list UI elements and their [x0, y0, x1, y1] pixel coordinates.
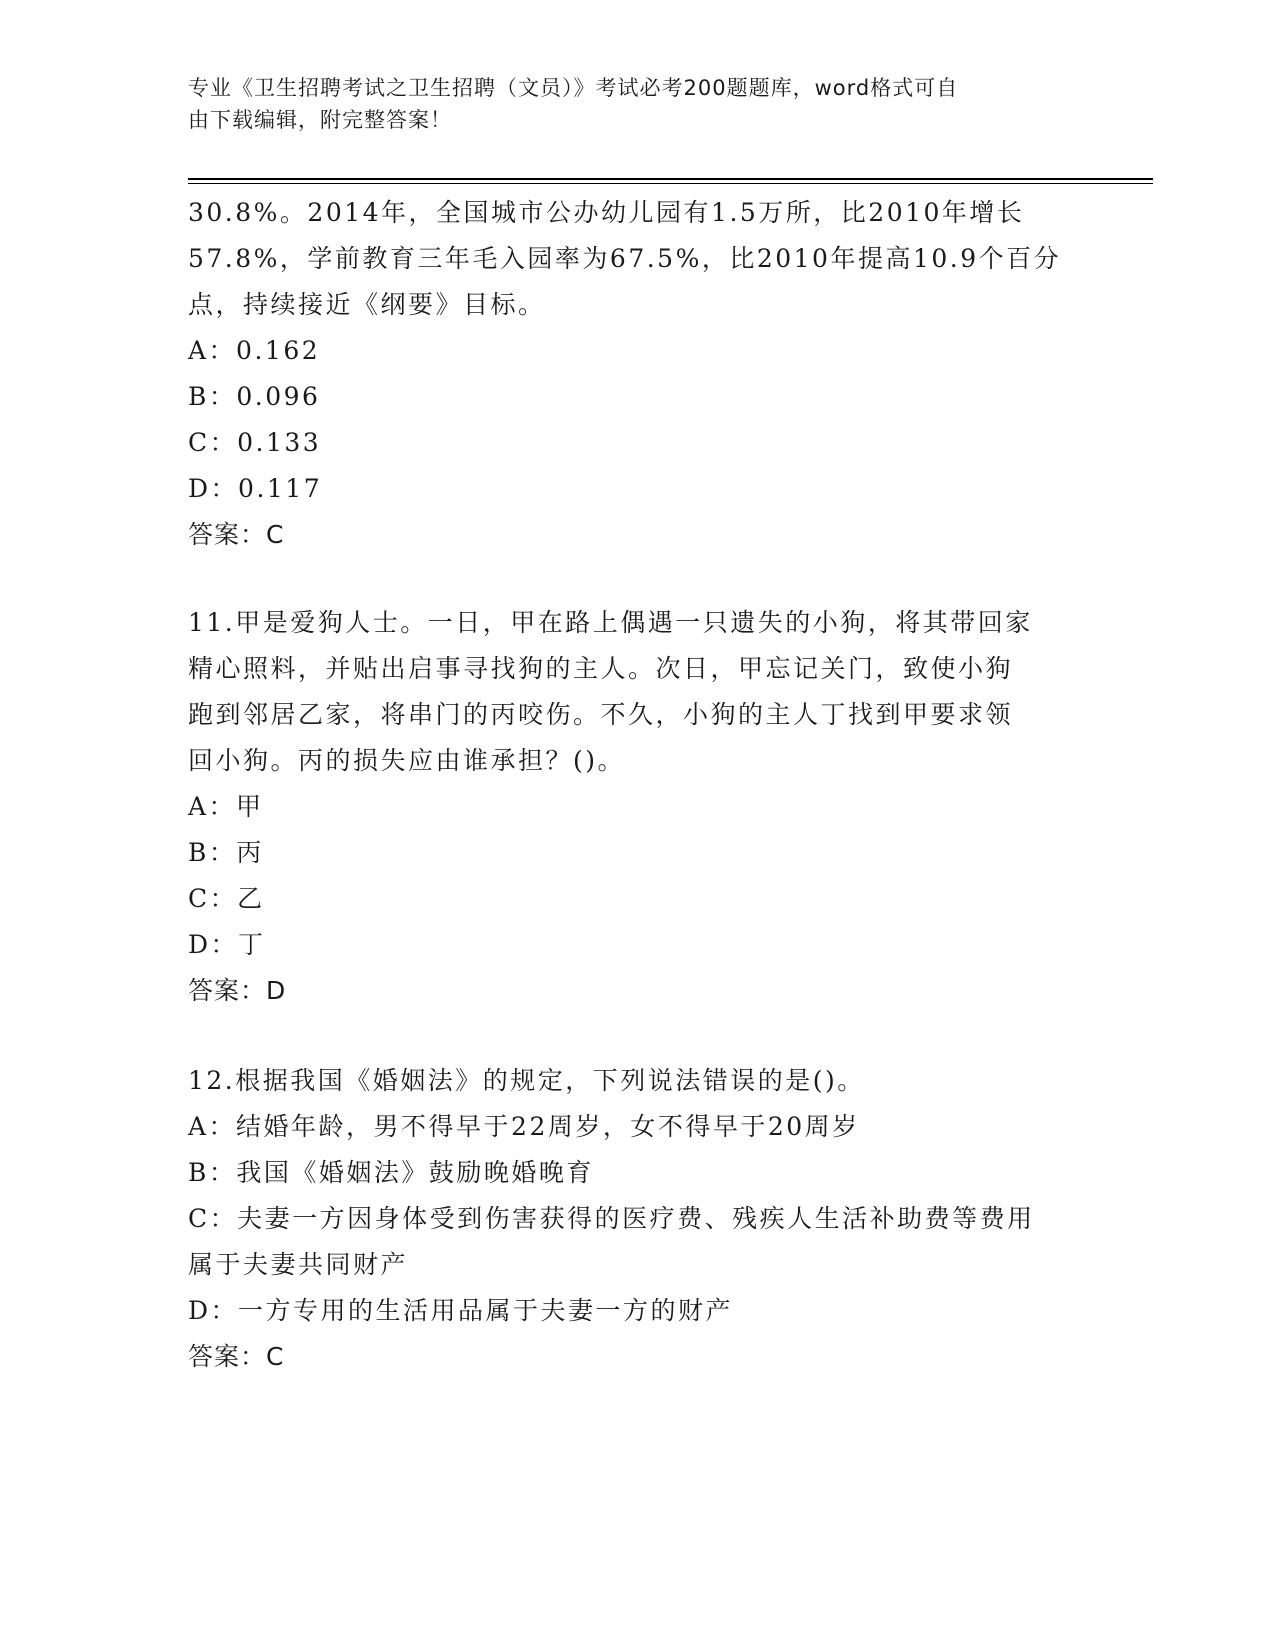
option-b: B：0.096 [188, 382, 321, 411]
header-line-2: 由下载编辑，附完整答案！ [188, 108, 452, 132]
option-a: A：甲 [188, 792, 264, 821]
option-a: A：0.162 [188, 336, 321, 365]
question-stem-line: 30.8%。2014年，全国城市公办幼儿园有1.5万所，比2010年增长 [188, 198, 1025, 227]
option-c: C：乙 [188, 884, 265, 913]
option-d: D：一方专用的生活用品属于夫妻一方的财产 [188, 1296, 734, 1325]
header-rule-thick [188, 178, 1153, 180]
answer-line: 答案：C [188, 1342, 285, 1371]
spacer [188, 558, 1088, 600]
answer-line: 答案：C [188, 520, 285, 549]
question-stem-line: 57.8%，学前教育三年毛入园率为67.5%，比2010年提高10.9个百分 [188, 244, 1062, 273]
spacer [188, 1014, 1088, 1058]
option-a: A：结婚年龄，男不得早于22周岁，女不得早于20周岁 [188, 1112, 860, 1141]
document-header [188, 72, 1088, 136]
option-d: D：0.117 [188, 474, 323, 503]
question-stem-line: 12.根据我国《婚姻法》的规定，下列说法错误的是()。 [188, 1066, 865, 1095]
question-10 [188, 190, 1088, 558]
option-d: D：丁 [188, 930, 266, 959]
header-rule-thin [188, 183, 1153, 184]
question-stem-line: 点，持续接近《纲要》目标。 [188, 290, 546, 319]
option-c: C：0.133 [188, 428, 322, 457]
question-stem-line: 精心照料，并贴出启事寻找狗的主人。次日，甲忘记关门，致使小狗 [188, 654, 1014, 683]
header-line-1: 专业《卫生招聘考试之卫生招聘（文员）》考试必考200题题库，word格式可自 [188, 76, 959, 100]
option-b: B：我国《婚姻法》鼓励晚婚晚育 [188, 1158, 594, 1187]
answer-line: 答案：D [188, 976, 287, 1005]
question-11 [188, 600, 1088, 1014]
option-b: B：丙 [188, 838, 264, 867]
question-stem-line: 11.甲是爱狗人士。一日，甲在路上偶遇一只遗失的小狗，将其带回家 [188, 608, 1033, 637]
question-content [188, 190, 1088, 1380]
question-stem-line: 跑到邻居乙家，将串门的丙咬伤。不久，小狗的主人丁找到甲要求领 [188, 700, 1014, 729]
question-stem-line: 回小狗。丙的损失应由谁承担？()。 [188, 746, 626, 775]
question-12 [188, 1058, 1088, 1380]
option-c-continued: 属于夫妻共同财产 [188, 1250, 409, 1279]
option-c: C：夫妻一方因身体受到伤害获得的医疗费、残疾人生活补助费等费用 [188, 1204, 1035, 1233]
